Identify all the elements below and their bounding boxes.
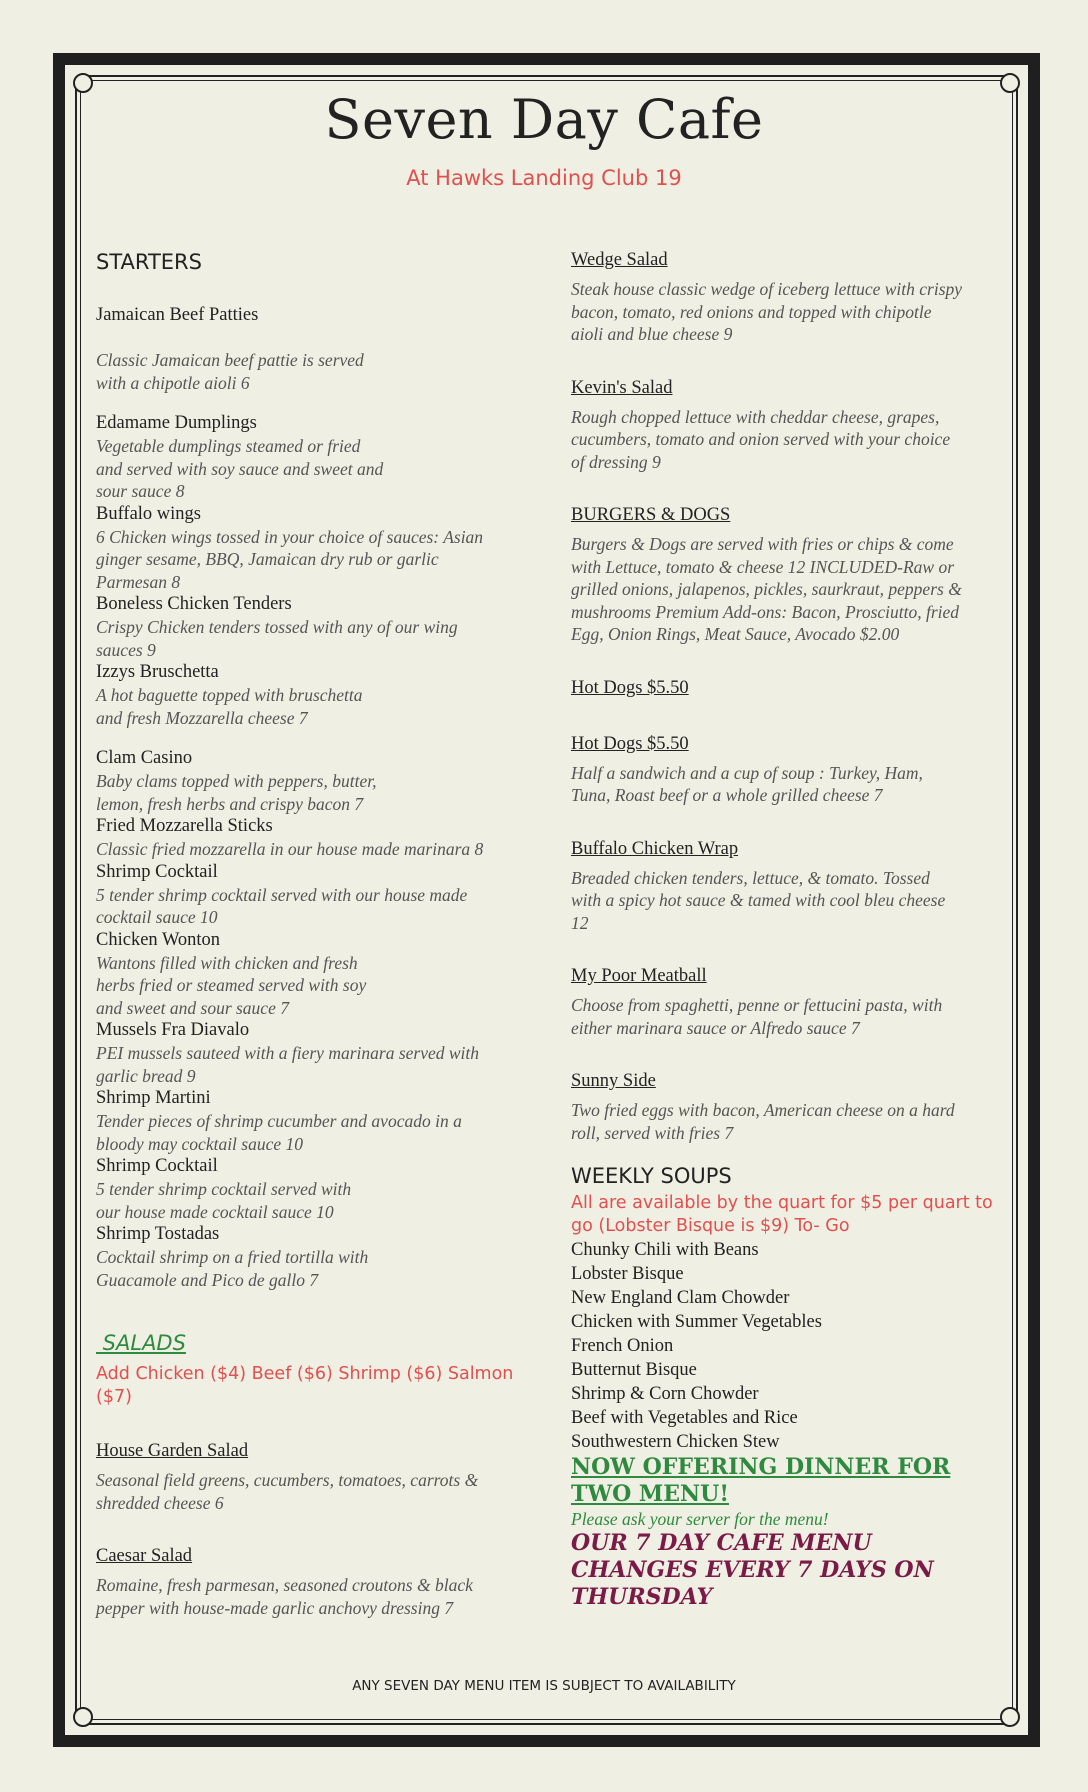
soup-item: French Onion xyxy=(571,1336,674,1356)
soup-item: Shrimp & Corn Chowder xyxy=(571,1384,759,1404)
item-name: Shrimp Cocktail xyxy=(96,861,218,882)
menu-item xyxy=(96,1544,526,1619)
menu-item xyxy=(96,861,526,929)
menu-item xyxy=(96,661,526,729)
availability-footer: ANY SEVEN DAY MENU ITEM IS SUBJECT TO AVAILABILITY xyxy=(352,1678,736,1694)
item-description: Romaine, fresh parmesan, seasoned croutons & black pepper with house-made garlic anchovy dressing 7 xyxy=(96,1575,473,1618)
menu-item xyxy=(96,593,526,661)
dinner-for-two-promo: NOW OFFERING DINNER FOR TWO MENU! xyxy=(571,1454,951,1507)
salads-heading: SALADS xyxy=(96,1331,186,1355)
menu-item xyxy=(96,929,526,1020)
item-name: Mussels Fra Diavalo xyxy=(96,1020,250,1040)
item-name: Shrimp Cocktail xyxy=(96,1156,218,1176)
item-description: Seasonal field greens, cucumbers, tomatoes, carrots & shredded cheese 6 xyxy=(96,1470,479,1513)
item-name: Clam Casino xyxy=(96,748,193,768)
item-name: Boneless Chicken Tenders xyxy=(96,594,292,614)
menu-item xyxy=(96,1439,526,1514)
right-column xyxy=(571,248,1001,1611)
item-name: Fried Mozzarella Sticks xyxy=(96,816,273,836)
item-description: Breaded chicken tenders, lettuce, & tomato. Tossed with a spicy hot sauce & tamed with cool bleu cheese 12 xyxy=(571,867,946,933)
soup-item: Lobster Bisque xyxy=(571,1264,684,1284)
salads-addon-note: Add Chicken ($4) Beef ($6) Shrimp ($6) Salmon ($7) xyxy=(96,1364,514,1407)
item-name: Izzys Bruschetta xyxy=(96,662,219,682)
soup-item: Butternut Bisque xyxy=(571,1360,697,1380)
menu-item xyxy=(571,248,1001,346)
item-description: Classic Jamaican beef pattie is served with a chipotle aioli 6 xyxy=(96,350,364,393)
menu-item xyxy=(96,503,526,594)
item-name: Caesar Salad xyxy=(96,1546,193,1566)
item-description: PEI mussels sauteed with a fiery marinara served with garlic bread 9 xyxy=(96,1043,480,1086)
menu-item xyxy=(571,732,1001,807)
item-description: Crispy Chicken tenders tossed with any of our wing sauces 9 xyxy=(96,617,458,660)
menu-item xyxy=(571,376,1001,474)
weekly-soups-heading: WEEKLY SOUPS xyxy=(571,1164,732,1188)
item-description: Tender pieces of shrimp cucumber and avocado in a bloody may cocktail sauce 10 xyxy=(96,1111,462,1154)
menu-item xyxy=(96,1223,526,1291)
soup-item: New England Clam Chowder xyxy=(571,1288,790,1308)
item-name: Buffalo Chicken Wrap xyxy=(571,838,739,859)
menu-item xyxy=(571,837,1001,935)
item-name: Shrimp Tostadas xyxy=(96,1224,220,1244)
corner-ornament xyxy=(1000,1707,1020,1727)
menu-item xyxy=(96,815,526,861)
item-name: Chicken Wonton xyxy=(96,929,221,950)
soup-item: Chunky Chili with Beans xyxy=(571,1240,759,1260)
item-description: Classic fried mozzarella in our house made marinara 8 xyxy=(96,839,484,859)
item-name: BURGERS & DOGS xyxy=(571,505,731,525)
menu-item xyxy=(96,412,526,503)
menu-item xyxy=(96,747,526,815)
item-name: Hot Dogs $5.50 xyxy=(571,733,689,754)
menu-item xyxy=(96,1155,526,1223)
item-name: Shrimp Martini xyxy=(96,1088,211,1108)
item-description: 5 tender shrimp cocktail served with our house made cocktail sauce 10 xyxy=(96,1179,352,1222)
item-name: My Poor Meatball xyxy=(571,966,707,986)
item-description: Wantons filled with chicken and fresh herbs fried or steamed served with soy and sweet and sour sauce 7 xyxy=(96,952,367,1018)
menu-item xyxy=(571,964,1001,1039)
menu-item xyxy=(96,304,526,394)
item-description: 5 tender shrimp cocktail served with our house made cocktail sauce 10 xyxy=(96,884,468,927)
item-description: 6 Chicken wings tossed in your choice of sauces: Asian ginger sesame, BBQ, Jamaican dry rub or garlic Parmesan 8 xyxy=(96,526,484,592)
menu-item xyxy=(96,1019,526,1087)
soup-item: Southwestern Chicken Stew xyxy=(571,1432,780,1452)
item-name: Jamaican Beef Patties xyxy=(96,305,259,325)
corner-ornament xyxy=(73,1707,93,1727)
item-description: Vegetable dumplings steamed or fried and served with soy sauce and sweet and sour sauce 8 xyxy=(96,436,384,501)
item-description: Steak house classic wedge of iceberg lettuce with crispy bacon, tomato, red onions and topped with chipotle aioli and blue cheese 9 xyxy=(571,279,963,344)
item-name: Edamame Dumplings xyxy=(96,413,257,433)
item-name: Buffalo wings xyxy=(96,503,202,524)
menu-item xyxy=(571,503,1001,646)
menu-changes-notice: OUR 7 DAY CAFE MENU CHANGES EVERY 7 DAYS ON THURSDAY xyxy=(571,1530,934,1610)
left-column xyxy=(96,250,526,1619)
item-description: Burgers & Dogs are served with fries or chips & come with Lettuce, tomato & cheese 12 INCLUDED-Raw or grilled onions, jalapenos, pickles, saurkraut, peppers & mushrooms Premium Add-ons: Bacon, Prosciutto, fried Egg, Onion Rings, Meat Sauce, Avocado $2.00 xyxy=(571,534,962,644)
starters-heading: STARTERS xyxy=(96,250,202,274)
soups-note: All are available by the quart for $5 per quart to go (Lobster Bisque is $9) To- Go xyxy=(571,1193,993,1236)
item-description: Choose from spaghetti, penne or fettucini pasta, with either marinara sauce or Alfredo sauce 7 xyxy=(571,995,943,1038)
item-name: Hot Dogs $5.50 xyxy=(571,677,689,698)
soup-item: Chicken with Summer Vegetables xyxy=(571,1312,822,1332)
soup-item: Beef with Vegetables and Rice xyxy=(571,1408,798,1428)
page-title: Seven Day Cafe xyxy=(324,88,764,151)
item-name: Wedge Salad xyxy=(571,250,668,270)
menu-item xyxy=(96,1087,526,1155)
item-description: Baby clams topped with peppers, butter, lemon, fresh herbs and crispy bacon 7 xyxy=(96,771,377,814)
item-description: Rough chopped lettuce with cheddar cheese, grapes, cucumbers, tomato and onion served with your choice of dressing 9 xyxy=(571,406,951,472)
menu-item xyxy=(571,676,1001,700)
item-description: A hot baguette topped with bruschetta and fresh Mozzarella cheese 7 xyxy=(96,685,363,728)
item-description: Half a sandwich and a cup of soup : Turkey, Ham, Tuna, Roast beef or a whole grilled cheese 7 xyxy=(571,762,923,805)
item-description: Cocktail shrimp on a fried tortilla with Guacamole and Pico de gallo 7 xyxy=(96,1247,369,1290)
item-name: Kevin's Salad xyxy=(571,377,673,398)
menu-item xyxy=(571,1069,1001,1144)
item-description: Two fried eggs with bacon, American cheese on a hard roll, served with fries 7 xyxy=(571,1100,955,1143)
item-name: Sunny Side xyxy=(571,1071,656,1091)
item-name: House Garden Salad xyxy=(96,1441,249,1461)
dinner-for-two-note: Please ask your server for the menu! xyxy=(571,1509,829,1529)
page-subtitle: At Hawks Landing Club 19 xyxy=(406,166,682,190)
